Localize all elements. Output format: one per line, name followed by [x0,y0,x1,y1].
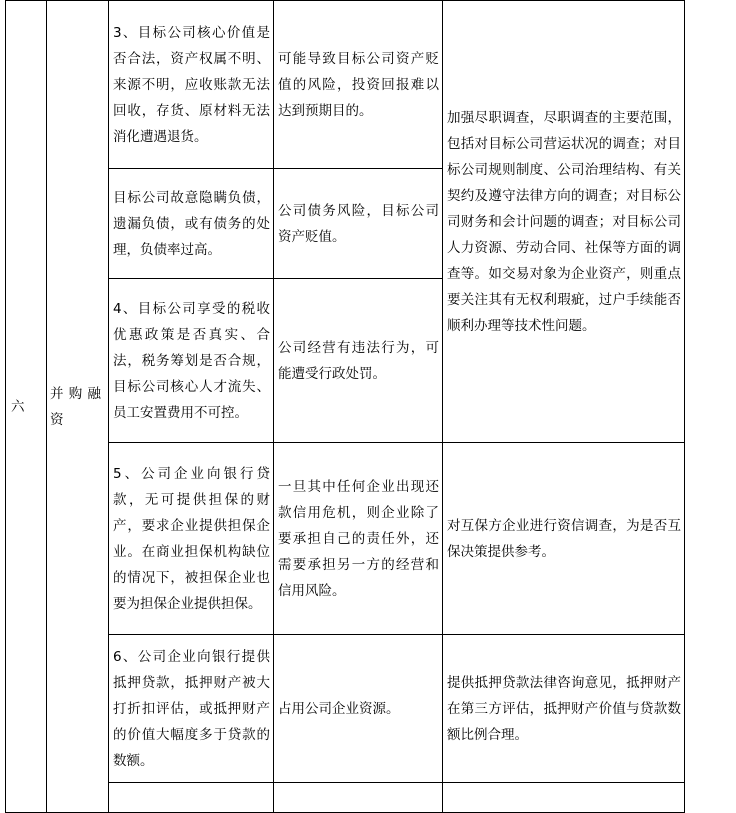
risk-factor-cell: 6、公司企业向银行提供抵押贷款，抵押财产被大打折扣评估，或抵押财产的价值大幅度多于贷款的数额。 [109,635,274,783]
consequence-cell: 占用公司企业资源。 [274,635,443,783]
risk-control-table [5,0,685,813]
risk-factor-cell: 4、目标公司享受的税收优惠政策是否真实、合法，税务筹划是否合规，目标公司核心人才流失、员工安置费用不可控。 [109,279,274,443]
risk-factor-cell: 3、目标公司核心价值是否合法，资产权属不明、来源不明，应收账款无法回收，存货、原材料无法消化遭遇退货。 [109,1,274,169]
consequence-cell: 公司债务风险，目标公司资产贬值。 [274,169,443,279]
category-cell: 并购融资 [47,1,109,813]
consequence-cell: 可能导致目标公司资产贬值的风险，投资回报难以达到预期目的。 [274,1,443,169]
risk-factor-cell: 5、公司企业向银行贷款，无可提供担保的财产，要求企业提供担保企业。在商业担保机构缺位的情况下，被担保企业也要为担保企业提供担保。 [109,443,274,635]
table-row [6,1,685,169]
measure-cell: 对互保方企业进行资信调查，为是否互保决策提供参考。 [443,443,685,635]
row-number-cell: 六 [6,1,47,813]
measure-cell-shared: 加强尽职调查，尽职调查的主要范围，包括对目标公司营运状况的调查；对目标公司规则制度、公司治理结构、有关契约及遵守法律方向的调查；对目标公司财务和会计问题的调查；对目标公司人力资源、劳动合同、社保等方面的调查等。如交易对象为企业资产，则重点要关注其有无权利瑕疵，过户手续能否顺利办理等技术性问题。 [443,1,685,443]
consequence-cell: 公司经营有违法行为，可能遭受行政处罚。 [274,279,443,443]
risk-factor-cell: 目标公司故意隐瞒负债，遗漏负债，或有债务的处理，负债率过高。 [109,169,274,279]
measure-cell: 提供抵押贷款法律咨询意见，抵押财产在第三方评估，抵押财产价值与贷款数额比例合理。 [443,635,685,783]
consequence-cell: 一旦其中任何企业出现还款信用危机，则企业除了要承担自己的责任外，还需要承担另一方的经营和信用风险。 [274,443,443,635]
